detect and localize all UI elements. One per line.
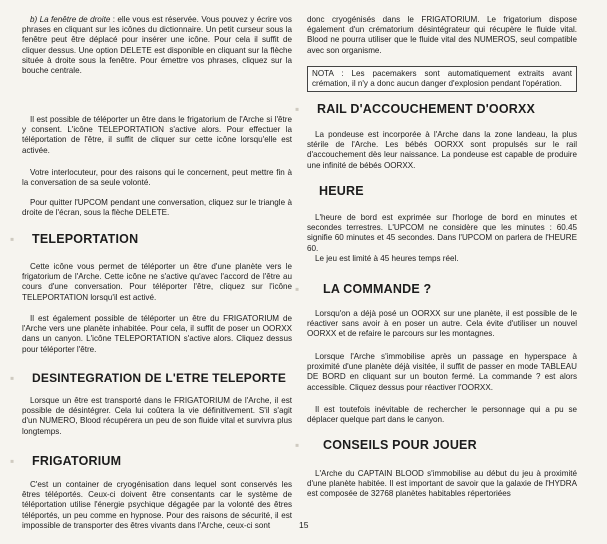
paragraph-conseils: L'Arche du CAPTAIN BLOOD s'immobilise au début du jeu à proximité d'une planète habitée. Il est important de savoir que la galaxie de l'HYDRA est composée de 32768 planètes habitables répertoriées xyxy=(307,469,577,499)
nota-box: NOTA : Les pacemakers sont automatiquement extraits avant crémation, il n'y a donc aucun danger d'explosion pendant l'opération. xyxy=(307,66,577,92)
heading-commande: LA COMMANDE ? xyxy=(323,282,432,296)
paragraph-heure: L'heure de bord est exprimée sur l'horloge de bord en minutes et secondes terrestres. L'UPCOM ne considère que les minutes : 60.45 signifie 60 minutes et 45 secondes. Dans l'UPCOM on parlera de l'HEURE 60. xyxy=(307,213,577,253)
page-number: 15 xyxy=(299,520,309,530)
heading-bullet: ▪ xyxy=(10,371,15,385)
heading-bullet: ▪ xyxy=(10,454,15,468)
heading-conseils: CONSEILS POUR JOUER xyxy=(323,438,477,452)
heading-teleportation: TELEPORTATION xyxy=(32,232,139,246)
paragraph-interlocutor: Votre interlocuteur, pour des raisons qui le concernent, peut mettre fin à la conversation de sa seule volonté. xyxy=(22,168,292,188)
paragraph-desintegration: Lorsque un être est transporté dans le FRIGATORIUM de l'Arche, il est possible de désintégrer. Cela lui coûtera la vie définitivement. S'il s'agit d'un NUMERO, Blood récupérera un peu de son fluide vital et survivra plus longtemps. xyxy=(22,396,292,436)
paragraph-frigatorium-continued: donc cryogénisés dans le FRIGATORIUM. Le frigatorium dispose également d'un crématorium désintégrateur qui récupère le fluide vital. Blood ne pourra utiliser que le fluide vital des NUMEROS, seul compatible avec son organisme. xyxy=(307,15,577,55)
paragraph-rail: La pondeuse est incorporée à l'Arche dans la zone landeau, la plus stérile de l'Arche. Les bébés OORXX sont propulsés sur le rail d'accouchement dès leur naissance. La pondeuse est capable de produire une infinité de bébés OORXX. xyxy=(307,130,577,170)
paragraph-heure-limit: Le jeu est limité à 45 heures temps réel. xyxy=(315,254,459,263)
paragraph-body: : elle vous est réservée. Vous pouvez y écrire vos phrases en cliquant sur les icônes du dictionnaire. Un petit curseur sous la fenêtre peut être déplacé pour insérer une icône. Pour cela il suffit de cliquer dessus. Une option DELETE est disponible en cliquant sur la flèche située à droite sous la fenêtre. Pour émettre vos phrases, cliquez sur la bouche centrale. xyxy=(22,15,292,76)
heading-frigatorium: FRIGATORIUM xyxy=(32,454,122,468)
heading-heure: HEURE xyxy=(319,184,364,198)
heading-rail: RAIL D'ACCOUCHEMENT D'OORXX xyxy=(317,102,536,116)
heading-bullet: ▪ xyxy=(295,438,300,452)
paragraph-right-window xyxy=(22,15,292,76)
paragraph-quit-upcom: Pour quitter l'UPCOM pendant une conversation, cliquez sur le triangle à droite de l'écran, sous la flèche DELETE. xyxy=(22,198,292,218)
paragraph-commande-2: Lorsque l'Arche s'immobilise après un passage en hyperspace à proximité d'une planète déjà visitée, il suffit de passer en mode TABLEAU DE BORD en cliquant sur un bouton fermé. La commande ? est alors accessible. Cliquez dessus pour réactiver l'OORXX. xyxy=(307,352,577,392)
paragraph-teleportation-2: Il est également possible de téléporter un être du FRIGATORIUM de l'Arche vers une planète inhabitée. Pour cela, il suffit de poser un OORXX dans un canyon. L'icône TELEPORTATION s'active alors. Cliquez dessus pour téléporter l'être. xyxy=(22,314,292,354)
paragraph-frigatorium: C'est un container de cryogénisation dans lequel sont conservés les êtres téléportés. Ceux-ci doivent être consentants car le système de téléportation utilise l'énergie psychique dégagée par la volonté des êtres téléportés, un peu comme en hypnose. Pour des raisons de sécurité, il est impossible de transporter des êtres vivants dans l'Arche, ceux-ci sont xyxy=(22,480,292,530)
paragraph-commande-1: Lorsqu'on a déjà posé un OORXX sur une planète, il est possible de le réactiver sans avoir à en poser un autre. Cela évite d'utiliser un nouvel OORXX et de refaire le parcours sur les montagnes. xyxy=(307,309,577,339)
paragraph-teleportation-1: Cette icône vous permet de téléporter un être d'une planète vers le frigatorium de l'Arche. Cette icône ne s'active qu'avec l'accord de l'être au cours d'une conversation. Pour téléporter l'être, cliquez sur l'icône TELEPORTATION lorsqu'il est activé. xyxy=(22,262,292,302)
paragraph-lead: b) La fenêtre de droite xyxy=(30,15,111,24)
heading-desintegration: DESINTEGRATION DE L'ETRE TELEPORTE xyxy=(32,371,287,385)
paragraph-commande-3: Il est toutefois inévitable de rechercher le personnage qui a pu se déplacer quelque part dans le canyon. xyxy=(307,405,577,425)
heading-bullet: ▪ xyxy=(295,282,300,296)
paragraph-teleport-intro: Il est possible de téléporter un être dans le frigatorium de l'Arche si l'être y consent. L'icône TELEPORTATION s'active alors. Pour effectuer la téléportation de l'être, il suffit de cliquer sur cette icône lorsqu'elle est activée. xyxy=(22,115,292,155)
heading-bullet: ▪ xyxy=(10,232,15,246)
heading-bullet: ▪ xyxy=(295,102,300,116)
